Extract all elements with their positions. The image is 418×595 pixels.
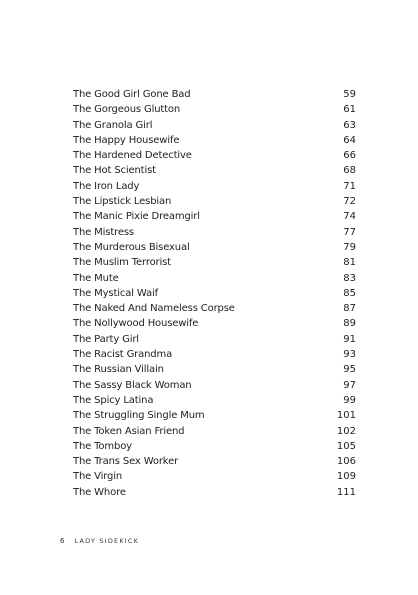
toc-entry [73, 118, 356, 133]
toc-entry [73, 133, 356, 148]
page-number: 6 [60, 537, 65, 545]
toc-entry-title: The Tomboy [73, 440, 132, 452]
toc-entry-title: The Russian Villain [73, 364, 164, 376]
toc-entry-title: The Mistress [73, 226, 134, 238]
toc-entry-page: 106 [336, 456, 356, 468]
toc-entry-page: 66 [343, 150, 356, 162]
toc-entry [73, 469, 356, 484]
toc-entry-page: 87 [343, 303, 356, 315]
toc-entry-title: The Token Asian Friend [73, 425, 185, 437]
toc-entry-title: The Lipstick Lesbian [73, 196, 172, 208]
toc-entry-title: The Hardened Detective [73, 150, 192, 162]
table-of-contents [73, 87, 356, 500]
page-footer [60, 537, 139, 545]
toc-entry [73, 332, 356, 347]
toc-entry-page: 77 [343, 226, 356, 238]
toc-entry-page: 85 [343, 287, 356, 299]
toc-entry [73, 301, 356, 316]
toc-entry [73, 87, 356, 102]
toc-entry-page: 101 [336, 410, 356, 422]
toc-entry-title: The Granola Girl [73, 119, 153, 131]
toc-entry [73, 225, 356, 240]
toc-entry-page: 81 [343, 257, 356, 269]
toc-entry-page: 64 [343, 134, 356, 146]
toc-entry-title: The Sassy Black Woman [73, 379, 192, 391]
toc-entry-page: 105 [336, 440, 356, 452]
toc-entry-page: 59 [343, 89, 356, 100]
toc-entry-title: The Murderous Bisexual [73, 241, 190, 253]
toc-entry-title: The Spicy Latina [73, 394, 154, 406]
toc-entry [73, 148, 356, 163]
toc-entry-title: The Muslim Terrorist [73, 257, 171, 269]
toc-entry [73, 362, 356, 377]
toc-entry [73, 347, 356, 362]
toc-entry-page: 99 [343, 394, 356, 406]
toc-entry-title: The Naked And Nameless Corpse [73, 303, 235, 315]
toc-entry [73, 163, 356, 178]
toc-entry-page: 91 [343, 333, 356, 345]
toc-entry-title: The Racist Grandma [73, 349, 173, 361]
toc-entry-title: The Good Girl Gone Bad [73, 89, 191, 100]
toc-entry-title: The Whore [73, 486, 126, 498]
toc-entry [73, 316, 356, 331]
toc-entry-title: The Trans Sex Worker [73, 456, 179, 468]
toc-entry-page: 61 [343, 104, 356, 116]
toc-entry-title: The Gorgeous Glutton [73, 104, 181, 116]
toc-entry-title: The Manic Pixie Dreamgirl [73, 211, 200, 223]
toc-entry [73, 393, 356, 408]
toc-entry-page: 63 [343, 119, 356, 131]
toc-entry [73, 286, 356, 301]
toc-entry-page: 111 [336, 486, 356, 498]
toc-entry [73, 485, 356, 500]
toc-entry-title: The Party Girl [73, 333, 139, 345]
toc-entry-page: 109 [336, 471, 356, 483]
toc-entry-title: The Iron Lady [73, 180, 140, 192]
toc-entry-page: 71 [343, 180, 356, 192]
toc-entry [73, 424, 356, 439]
toc-entry-page: 68 [343, 165, 356, 177]
toc-entry-page: 72 [343, 196, 356, 208]
toc-entry [73, 271, 356, 286]
toc-entry-title: The Mute [73, 272, 119, 284]
toc-entry [73, 408, 356, 423]
toc-entry-title: The Struggling Single Mum [73, 410, 205, 422]
toc-entry [73, 102, 356, 117]
toc-entry-page: 89 [343, 318, 356, 330]
toc-entry-title: The Happy Housewife [73, 134, 180, 146]
toc-entry-page: 74 [343, 211, 356, 223]
toc-entry-page: 95 [343, 364, 356, 376]
toc-entry-title: The Nollywood Housewife [73, 318, 199, 330]
toc-entry [73, 255, 356, 270]
toc-entry [73, 378, 356, 393]
toc-entry [73, 194, 356, 209]
toc-entry-title: The Hot Scientist [73, 165, 156, 177]
toc-entry-title: The Virgin [73, 471, 123, 483]
toc-entry-page: 83 [343, 272, 356, 284]
toc-entry [73, 179, 356, 194]
toc-entry [73, 240, 356, 255]
toc-entry-page: 93 [343, 349, 356, 361]
toc-entry [73, 439, 356, 454]
toc-entry [73, 209, 356, 224]
toc-entry [73, 454, 356, 469]
toc-entry-page: 102 [336, 425, 356, 437]
toc-entry-page: 97 [343, 379, 356, 391]
toc-entry-page: 79 [343, 241, 356, 253]
toc-entry-title: The Mystical Waif [73, 287, 158, 299]
running-book-title: LADY SIDEKICK [74, 537, 140, 545]
